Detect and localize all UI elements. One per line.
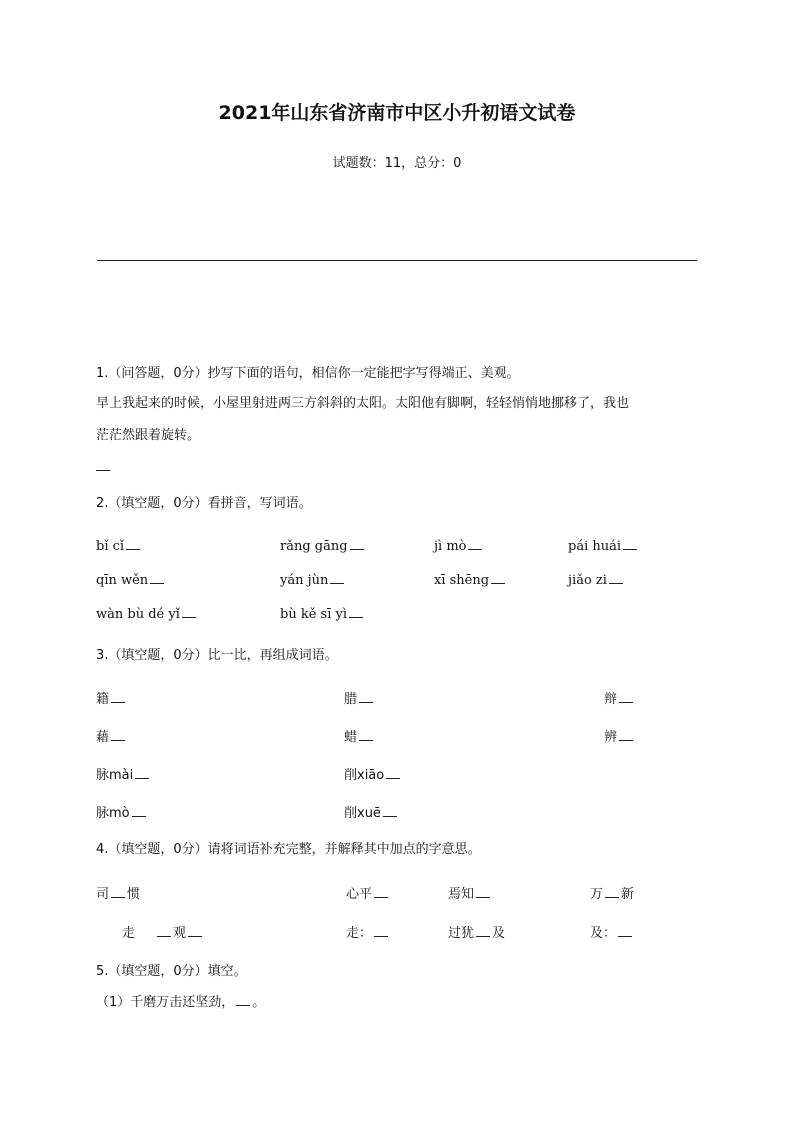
q3-item: 削xiāo [344, 764, 402, 783]
q3-item: 削xuē [344, 802, 399, 821]
answer-blank[interactable] [359, 691, 373, 703]
q2-item: yán jùn [280, 572, 346, 588]
q3-item: 脉mài [96, 764, 151, 783]
answer-blank[interactable] [182, 606, 196, 618]
q1-text-line1: 早上我起来的时候，小屋里射进两三方斜斜的太阳。太阳他有脚啊，轻轻悄悄地挪移了，我也 [96, 396, 630, 411]
q3-item: 藉 [96, 726, 127, 745]
answer-blank[interactable] [476, 886, 490, 898]
q3-item: 腊 [344, 688, 375, 707]
answer-blank[interactable] [135, 767, 149, 779]
answer-blank[interactable] [623, 538, 637, 550]
q2-item: rǎng gāng [280, 538, 366, 554]
q2-item: bǐ cǐ [96, 538, 142, 554]
q4-explain: 走： [346, 922, 390, 941]
q2-item: wàn bù dé yǐ [96, 606, 198, 622]
answer-blank[interactable] [150, 572, 164, 584]
answer-blank[interactable] [618, 925, 632, 937]
q2-item: jiǎo zi [568, 572, 625, 588]
answer-blank[interactable] [111, 729, 125, 741]
q4-heading: 4.（填空题，0分）请将词语补充完整，并解释其中加点的字意思。 [96, 842, 481, 857]
answer-blank[interactable] [349, 606, 363, 618]
q2-item: qīn wěn [96, 572, 166, 588]
answer-blank[interactable] [157, 925, 171, 937]
page-title: 2021年山东省济南市中区小升初语文试卷 [218, 102, 576, 124]
q3-item: 籍 [96, 688, 127, 707]
q4-idiom: 过犹 及 [448, 926, 506, 941]
q5-heading: 5.（填空题，0分）填空。 [96, 964, 247, 979]
q4-idiom: 走 观 [122, 922, 204, 941]
q5-subitem-1: （1）千磨万击还坚劲， 。 [96, 995, 266, 1010]
answer-blank[interactable] [609, 572, 623, 584]
answer-blank[interactable] [386, 767, 400, 779]
answer-blank[interactable] [126, 538, 140, 550]
exam-meta: 试题数：11，总分：0 [332, 156, 462, 171]
q4-idiom: 万 新 [590, 887, 635, 902]
divider [97, 260, 697, 261]
answer-blank[interactable] [619, 729, 633, 741]
q4-idiom: 心平 [346, 883, 390, 902]
q3-item: 辨 [604, 726, 635, 745]
q4-idiom: 司 惯 [96, 887, 141, 902]
answer-blank[interactable] [132, 805, 146, 817]
q3-item: 辩 [604, 688, 635, 707]
q1-answer-blank[interactable] [96, 456, 110, 475]
answer-blank[interactable] [188, 925, 202, 937]
answer-blank[interactable] [468, 538, 482, 550]
q2-heading: 2.（填空题，0分）看拼音，写词语。 [96, 496, 312, 511]
q2-item: bù kě sī yì [280, 606, 365, 622]
answer-blank[interactable] [605, 886, 619, 898]
q2-item: jì mò [434, 538, 484, 554]
answer-blank[interactable] [359, 729, 373, 741]
q4-explain: 及： [590, 922, 634, 941]
answer-blank[interactable] [111, 886, 125, 898]
answer-blank[interactable] [383, 805, 397, 817]
answer-blank[interactable] [330, 572, 344, 584]
q3-item: 脉mò [96, 802, 148, 821]
answer-blank[interactable] [491, 572, 505, 584]
q2-item: pái huái [568, 538, 639, 554]
answer-blank[interactable] [619, 691, 633, 703]
answer-blank[interactable] [374, 886, 388, 898]
q3-item: 蜡 [344, 726, 375, 745]
q1-text-line2: 茫茫然跟着旋转。 [96, 428, 201, 443]
q4-idiom: 焉知 [448, 883, 492, 902]
answer-blank[interactable] [111, 691, 125, 703]
answer-blank[interactable] [374, 925, 388, 937]
answer-blank[interactable] [236, 994, 250, 1006]
q1-heading: 1.（问答题，0分）抄写下面的语句，相信你一定能把字写得端正、美观。 [96, 366, 520, 381]
answer-blank[interactable] [350, 538, 364, 550]
answer-blank[interactable] [476, 925, 490, 937]
q2-item: xī shēng [434, 572, 507, 588]
q3-heading: 3.（填空题，0分）比一比，再组成词语。 [96, 648, 338, 663]
